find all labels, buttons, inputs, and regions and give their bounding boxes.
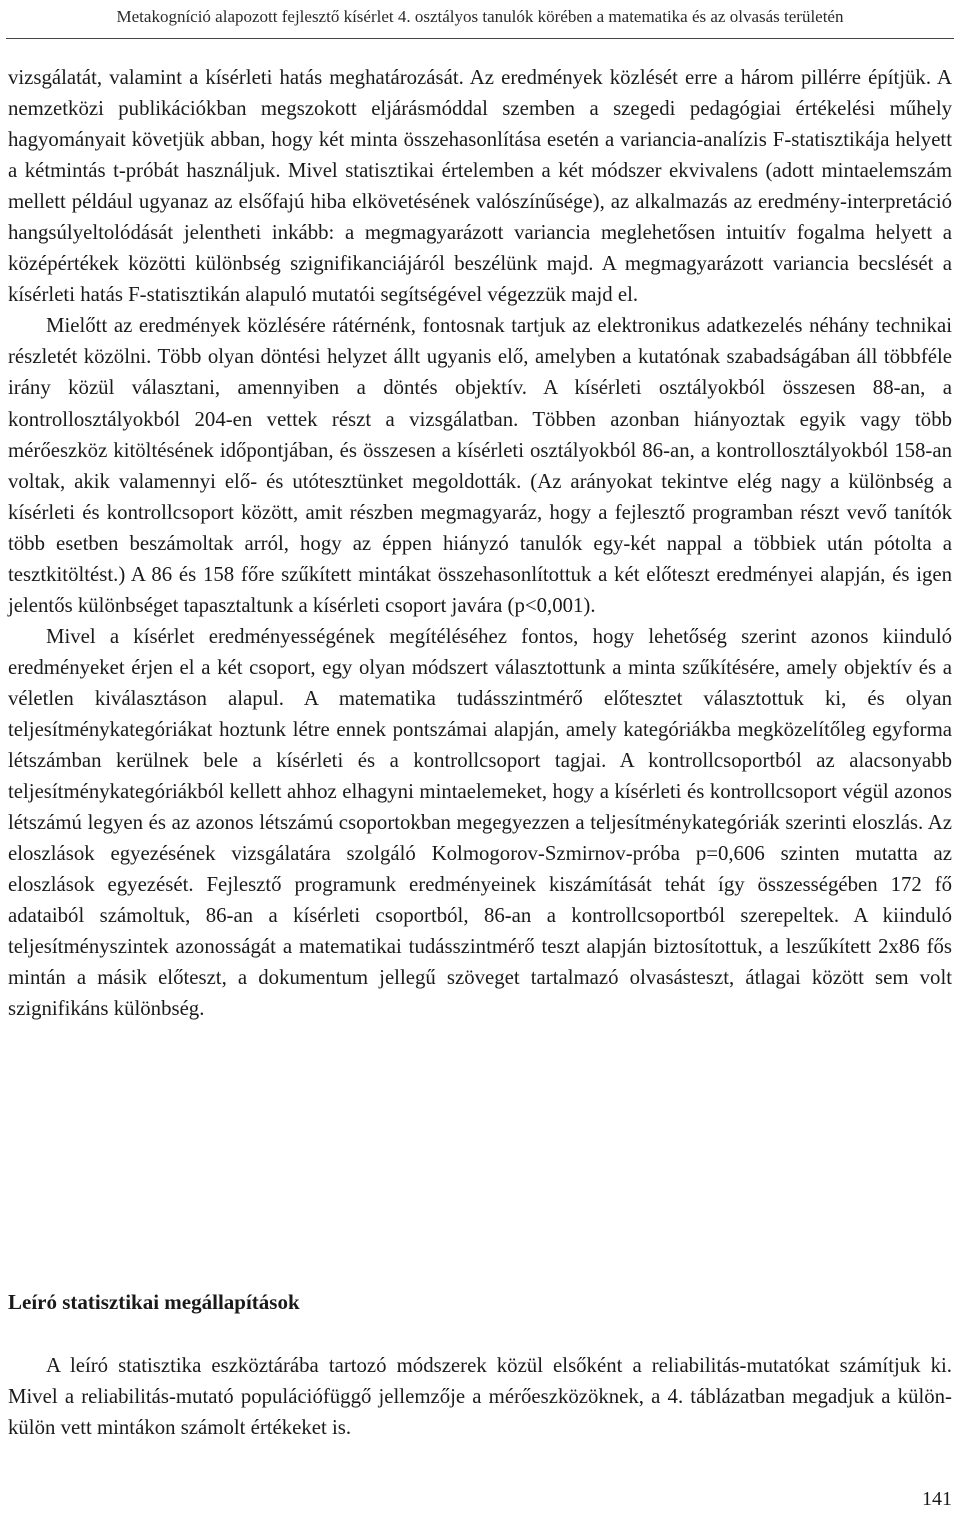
section-heading: Leíró statisztikai megállapítások <box>8 1290 300 1314</box>
section-body-text <box>8 1350 952 1443</box>
main-body-text <box>8 62 952 1024</box>
paragraph-sample-matching: Mivel a kísérlet eredményességének megítéléséhez fontos, hogy lehetőség szerint azonos kiinduló eredményeket érjen el a két csoport, egy olyan módszert választottunk a minta szűkítésére, amely objektív és a véletlen kiválasztáson alapul. A matematika tudásszintmérő előtesztet választottuk ki, és olyan teljesítménykategóriákat hoztunk létre ennek pontszámai alapján, amely kategóriákba megközelítőleg egyforma létszámban kerülnek bele a kísérleti és a kontrollcsoport tagjai. A kontrollcsoportból az alacsonyabb teljesítménykategóriákból kellett ahhoz elhagyni mintaelemeket, hogy a kísérleti és kontrollcsoport végül azonos létszámú legyen és az azonos létszámú csoportokban megegyezzen a teljesítménykategóriák szerinti eloszlás. Az eloszlások egyezésének vizsgálatára szolgáló Kolmogorov-Szmirnov-próba p=0,606 szinten mutatta az eloszlások egyezését. Fejlesztő programunk eredményeinek kiszámítását tehát így összességében 172 fő adataiból számoltuk, 86-an a kísérleti csoportból, 86-an a kontrollcsoportból szerepeltek. A kiinduló teljesítményszintek azonosságát a matematikai tudásszintmérő teszt alapján biztosítottuk, a leszűkített 2x86 fős mintán a másik előteszt, a dokumentum jellegű szöveget tartalmazó olvasásteszt, átlagai között sem volt szignifikáns különbség. <box>8 624 952 1021</box>
paragraph-data-handling: Mielőtt az eredmények közlésére rátérnénk, fontosnak tartjuk az elektronikus adatkezelés néhány technikai részletét közölni. Több olyan döntési helyzet állt ugyanis elő, amelyben a kutatónak szabadságában áll többféle irány közül választani, amennyiben a döntés objektív. A kísérleti osztályokból összesen 88-an, a kontrollosztályokból 204-en vettek részt a vizsgálatban. Többen azonban hiányoztak egyik vagy több mérőeszköz kitöltésének időpontjában, és összesen a kísérleti osztályokból 86-an, a kontrollosztályokból 158-an voltak, akik valamennyi elő- és utótesztünket megoldották. (Az arányokat tekintve elég nagy a különbség a kísérleti és kontrollcsoport között, amit részben megmagyaráz, hogy a fejlesztő programban részt vevő tanítók több esetben beszámoltak arról, hogy az éppen hiányzó tanulók egy-két nappal a többiek után pótolta a tesztkitöltést.) A 86 és 158 főre szűkített mintákat összehasonlítottuk a két előteszt eredményei alapján, és igen jelentős különbséget tapasztaltunk a kísérleti csoport javára (p<0,001). <box>8 314 952 617</box>
running-header: Metakogníció alapozott fejlesztő kísérlet 4. osztályos tanulók körében a matematika és az olvasás területén <box>116 7 844 26</box>
paragraph-continued: vizsgálatát, valamint a kísérleti hatás meghatározását. Az eredmények közlését erre a három pillérre építjük. A nemzetközi publikációkban megszokott eljárásmóddal szemben a szegedi pedagógiai értékelési műhely hagyományait követjük abban, hogy két minta összehasonlítása esetén a variancia-analízis F-statisztikája helyett a kétmintás t-próbát használjuk. Mivel statisztikai értelemben a két módszer ekvivalens (adott mintaelemszám mellett például ugyanaz az elsőfajú hiba elkövetésének valószínűsége), az alkalmazás az eredmény-interpretáció hangsúlyeltolódását jelentheti inkább: a megmagyarázott variancia meglehetősen intuitív fogalma helyett a középértékek közötti különbség szignifikanciájáról beszélünk majd. A megmagyarázott variancia becslését a kísérleti hatás F-statisztikán alapuló mutatói segítségével végezzük majd el. <box>8 66 952 307</box>
paragraph-reliability: A leíró statisztika eszköztárába tartozó módszerek közül elsőként a reliabilitás-mutatókat számítjuk ki. Mivel a reliabilitás-mutató populációfüggő jellemzője a mérőeszközöknek, a 4. táblázatban megadjuk a külön-külön vett mintákon számolt értékeket is. <box>8 1354 952 1440</box>
page-number: 141 <box>922 1488 952 1510</box>
header-divider <box>6 38 954 39</box>
